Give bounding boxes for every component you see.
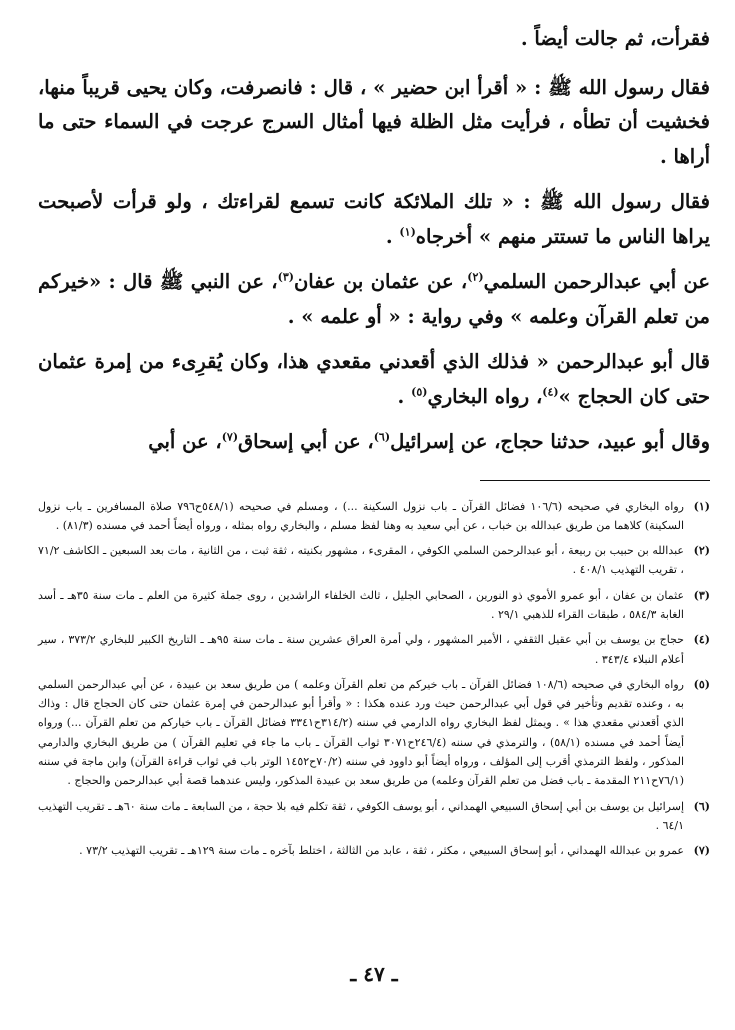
footnote-text: عبدالله بن حبيب بن ربيعة ، أبو عبدالرحمن السلمي الكوفي ، المقرىء ، مشهور بكنيته ، ثقة ثبت ، من الثانية ، مات بعد السبعين ـ الكاشف ٧١/٢ ، تقريب التهذيب ٤٠٨/١ . [38,544,684,577]
paragraph-5-text-c: . [397,384,412,408]
footnote-text: رواه البخاري في صحيحه (١٠٦/٦ فضائل القرآن ـ باب نزول السكينة ...) ، ومسلم في صحيحه (٥٤٨/١ح٧٩٦ صلاة المسافرين ـ باب نزول السكينة) كلاهما من طريق عبدالله بن خباب ، عن أبي سعيد به وهنا لفظ مسلم ، والبخاري رواه بمثله ، ورواه أيضاً أحمد في مسنده (٨١/٣) . [38,499,684,532]
footnote-3 [38,586,710,625]
footnote-text: حجاج بن يوسف بن أبي عقيل الثقفي ، الأمير المشهور ، ولي أمرة العراق عشرين سنة ـ مات سنة ٩٥هـ ـ التاريخ الكبير للبخاري ٣٧٣/٢ ، سير أعلام النبلاء ٣٤٣/٤ . [38,633,684,666]
footnote-number: (٤) [693,633,710,647]
footnote-ref-7[interactable]: (٧) [221,430,239,444]
footnote-2 [38,541,710,580]
paragraph-5-text-a: قال أبو عبدالرحمن « فذلك الذي أقعدني مقعدي هذا، وكان يُقرِىء من إمرة عثمان حتى كان الحجاج » [38,350,710,408]
footnote-4 [38,630,710,669]
footnote-ref-1[interactable]: (١) [399,225,416,238]
paragraph-6-text-a: وقال أبو عبيد، حدثنا حجاج، عن إسرائيل [390,430,710,453]
paragraph-5 [38,345,710,414]
paragraph-3-text: فقال رسول الله ﷺ : « تلك الملائكة كانت تسمع لقراءتك ، ولو قرأت لأصبحت يراها الناس ما تستتر منهم » أخرجاه [38,190,710,248]
footnote-number: (٥) [693,677,710,691]
footnote-text: عمرو بن عبدالله الهمداني ، أبو إسحاق السبيعي ، مكثر ، ثقة ، عابد من الثالثة ، اختلط بآخره ـ مات سنة ١٢٩هـ ـ تقريب التهذيب ٧٣/٢ . [79,844,684,858]
footnote-number: (٧) [693,844,710,858]
footnote-number: (٢) [693,544,710,558]
page-number: ـ ٤٧ ـ [350,962,398,986]
paragraph-1-text: فقرأت، ثم جالت أيضاً . [520,27,710,50]
footnote-number: (٣) [693,588,710,602]
paragraph-4-text-a: عن أبي عبدالرحمن السلمي [483,270,710,293]
paragraph-1 [38,22,710,57]
paragraph-5-text-b: ، رواه البخاري [427,384,543,408]
footnote-text: عثمان بن عفان ، أبو عمرو الأموي ذو النورين ، الصحابي الجليل ، ثالث الخلفاء الراشدين ، روى جملة كثيرة من العلم ـ مات سنة ٣٥هـ ـ أسد الغابة ٥٨٤/٣ ، طبقات القراء للذهبي ٢٩/١ . [38,588,685,621]
paragraph-2 [38,71,710,175]
footnote-ref-5[interactable]: (٥) [411,385,428,398]
footnote-ref-2[interactable]: (٢) [467,270,484,284]
paragraph-6-text-b: ، عن أبي إسحاق [238,430,374,453]
document-page [38,22,710,1012]
paragraph-6 [38,425,710,460]
paragraph-4-text-b: ، عن عثمان بن عفان [293,270,468,293]
footnote-ref-4[interactable]: (٤) [542,385,559,398]
footnote-number: (٦) [693,799,710,813]
footnote-6 [38,797,710,836]
paragraph-3-end: . [385,224,400,248]
footnote-divider [480,480,710,481]
footnote-7 [38,841,710,860]
footnote-number: (١) [693,499,710,513]
footnote-text: إسرائيل بن يوسف بن أبي إسحاق السبيعي الهمداني ، أبو يوسف الكوفي ، ثقة تكلم فيه بلا حجة ، من السابعة ـ مات سنة ٦٠هـ ـ تقريب التهذيب ٦٤/١ . [38,799,684,832]
paragraph-4 [38,265,710,334]
paragraph-6-text-c: ، عن أبي [148,430,222,453]
footnote-1 [38,497,710,536]
footnotes [38,497,710,861]
paragraph-4-text-c: ، عن النبي ﷺ قال : «خيركم من تعلم القرآن وعلمه » وفي رواية : « أو علمه » . [38,270,710,328]
footnote-ref-6[interactable]: (٦) [373,430,391,444]
footnote-ref-3[interactable]: (٣) [277,270,294,284]
footnote-5 [38,675,710,791]
footnote-text: رواه البخاري في صحيحه (١٠٨/٦ فضائل القرآن ـ باب خيركم من تعلم القرآن وعلمه ) من طريق سعد بن عبيدة ، عن أبي عبدالرحمن السلمي به ، وعنده تقديم وتأخير في قول أبي عبدالرحمن حيث ورد عنده هكذا : « وأقرأ أبو عبدالرحمن في إمرة عثمان حتى كان الحجاج قال : وذاك الذي أقعدني مقعدي هذا » . ويمثل لفظ البخاري رواه الدارمي في سننه (٣١٤/٢ح٣٣٤١ فضائل القرآن ـ باب خياركم من تعلم القرآن ...) ورواه أيضاً أحمد في مسنده (٥٨/١) ، والترمذي في سننه (٢٤٦/٤ح٣٠٧١ ثواب القرآن ـ باب ما جاء في تعليم القرآن ) من طريق البخاري والدارمي المذكور ، ولفظ الترمذي أقرب إلى المؤلف ، ورواه أيضاً أبو داوود في سننه (٧٠/٢ح١٤٥٢ الوتر باب في ثواب قراءة القرآن) وابن ماجة في سننه (٧٦/١ح٢١١ المقدمة ـ باب فضل من تعلم القرآن وعلمه) من طريق سعد بن عبيدة المذكور، وليس عندهما قصة أبي عبدالرحمن والحجاج . [38,677,685,788]
paragraph-2-text: فقال رسول الله ﷺ : « أقرأ ابن حضير » ، قال : فانصرفت، وكان يحيى قريباً منها، فخشيت أن تطأه ، فرأيت مثل الظلة فيها أمثال السرج عرجت في السماء حتى ما أراها . [38,75,710,168]
paragraph-3 [38,185,710,254]
